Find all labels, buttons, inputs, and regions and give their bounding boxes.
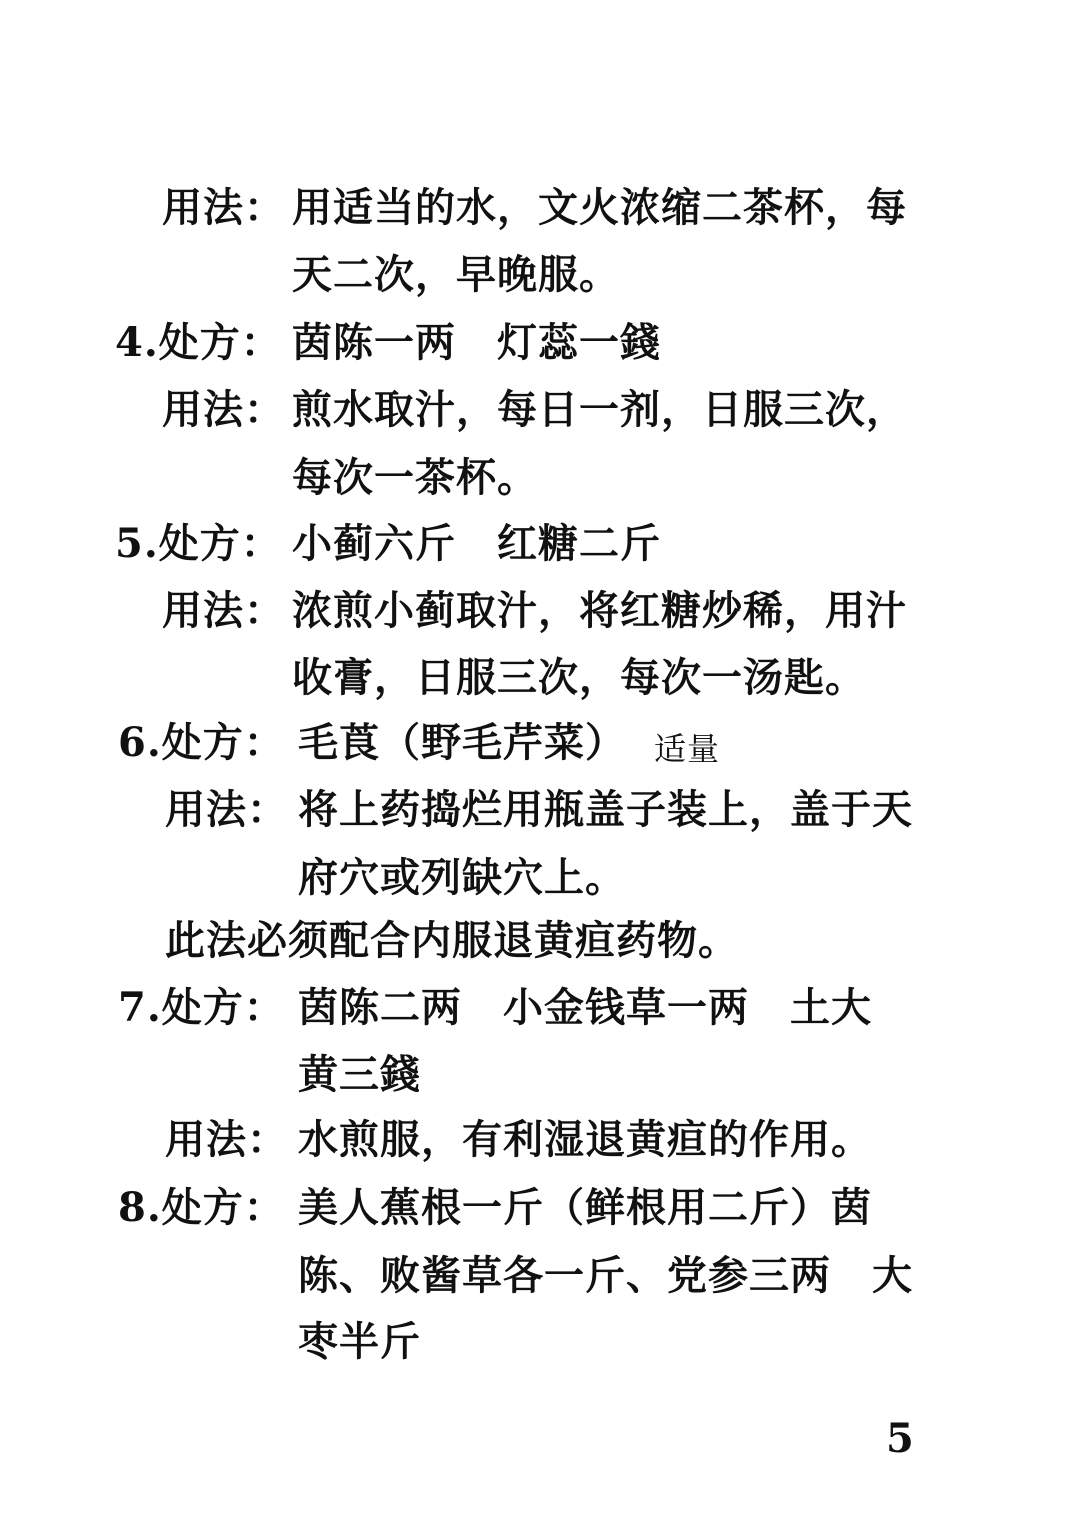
usage-label: 用法： [165,786,288,833]
usage-label: 用法： [165,1116,288,1163]
usage-text: 浓煎小蓟取汁，将红糖炒稀，用汁 [292,587,907,634]
prescription-label: 6.处方： [118,719,285,766]
note-text: 此法必须配合内服退黄疸药物。 [165,917,739,964]
prescription-text: 茵陈二两 小金钱草一两 土大 [298,984,872,1031]
usage-text-cont: 每次一茶杯。 [292,454,538,501]
prescription-label: 5.处方： [115,520,282,567]
prescription-text-cont: 黄三錢 [298,1051,421,1098]
usage-text: 用适当的水，文火浓缩二茶杯，每 [292,184,907,231]
prescription-text: 美人蕉根一斤（鲜根用二斤）茵 [298,1184,872,1231]
prescription-text: 茵陈一两 灯蕊一錢 [292,319,661,366]
usage-label: 用法： [162,587,285,634]
prescription-text-cont: 陈、败酱草各一斤、党参三两 大 [298,1252,913,1299]
usage-text-cont: 天二次，早晚服。 [292,251,620,298]
page-number: 5 [886,1415,914,1462]
usage-text: 水煎服，有利湿退黄疸的作用。 [298,1116,872,1163]
usage-label: 用法： [162,184,285,231]
prescription-text: 小蓟六斤 红糖二斤 [292,520,661,567]
prescription-text: 毛莨（野毛芹菜） [298,719,626,766]
usage-text-cont: 收膏，日服三次，每次一汤匙。 [292,654,866,701]
prescription-label: 4.处方： [115,319,282,366]
usage-label: 用法： [162,386,285,433]
usage-text: 煎水取汁，每日一剂，日服三次， [292,386,907,433]
prescription-text-cont: 枣半斤 [298,1318,421,1365]
dosage-note: 适量 [654,730,721,768]
usage-text: 将上药捣烂用瓶盖子装上，盖于天 [298,786,913,833]
prescription-label: 8.处方： [118,1184,285,1231]
usage-text-cont: 府穴或列缺穴上。 [298,854,626,901]
prescription-label: 7.处方： [118,984,285,1031]
